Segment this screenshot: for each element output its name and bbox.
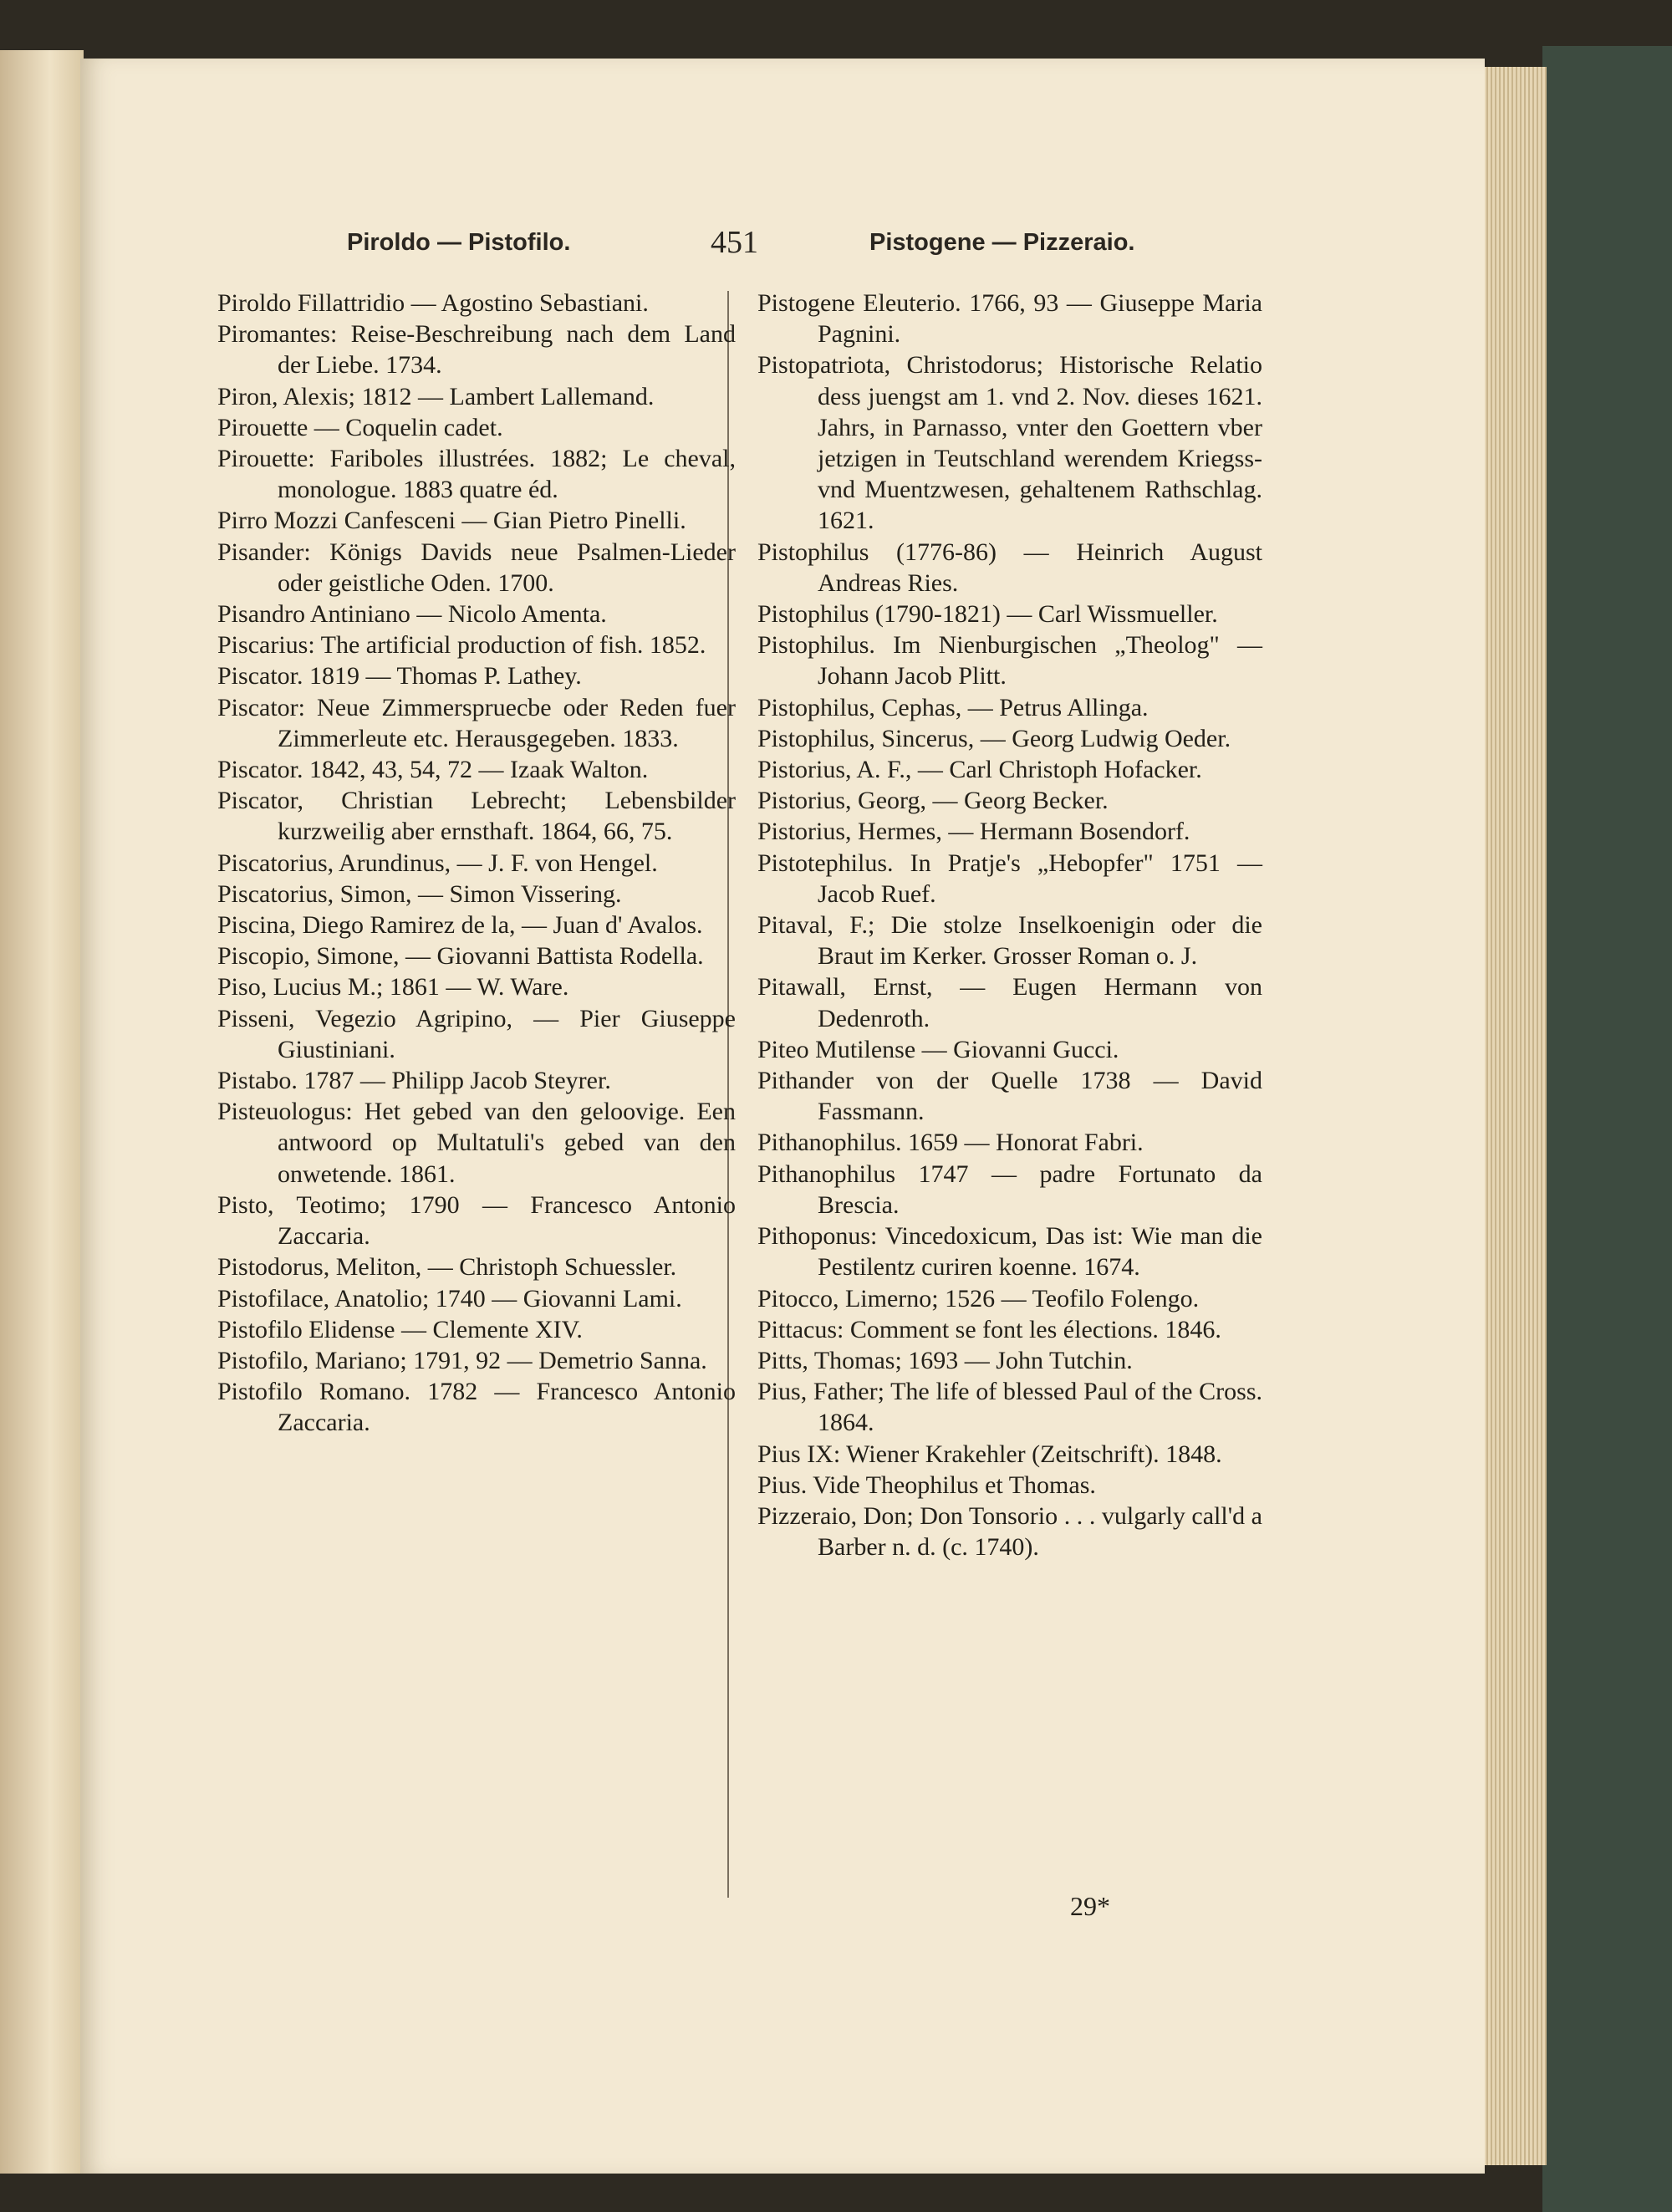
entry: Pirouette — Coquelin cadet. (217, 413, 503, 441)
entry: Piromantes: Reise-Beschreibung nach dem Land der Liebe. 1734. (217, 320, 736, 380)
entry: Pistofilo, Mariano; 1791, 92 — Demetrio Sanna. (217, 1346, 707, 1374)
entry: Pius IX: Wiener Krakehler (Zeitschrift). 1848. (757, 1440, 1222, 1468)
entry: Pistogene Eleuterio. 1766, 93 — Giuseppe Maria Pagnini. (757, 289, 1262, 349)
entry: Pistofilo Elidense — Clemente XIV. (217, 1315, 583, 1343)
entry: Pistorius, Georg, — Georg Becker. (757, 787, 1109, 815)
entry: Pitawall, Ernst, — Eugen Hermann von Dedenroth. (757, 973, 1262, 1032)
entry: Piscina, Diego Ramirez de la, — Juan d' Avalos. (217, 911, 703, 940)
entry: Pistabo. 1787 — Philipp Jacob Steyrer. (217, 1067, 611, 1095)
entry: Piscator. 1842, 43, 54, 72 — Izaak Walton. (217, 756, 649, 784)
running-head-right: Pistogene — Pizzeraio. (869, 229, 1135, 256)
running-head (167, 224, 1246, 274)
entry: Pitaval, F.; Die stolze Inselkoenigin oder die Braut im Kerker. Grosser Roman o. J. (757, 911, 1262, 971)
entry: Pittacus: Comment se font les élections. 1846. (757, 1315, 1221, 1343)
entry: Piscopio, Simone, — Giovanni Battista Rodella. (217, 942, 704, 971)
entry: Pistofilace, Anatolio; 1740 — Giovanni Lami. (217, 1284, 682, 1312)
entry: Pistorius, Hermes, — Hermann Bosendorf. (757, 818, 1190, 846)
entry: Pistophilus, Sincerus, — Georg Ludwig Oeder. (757, 724, 1231, 752)
entry: Pithanophilus 1747 — padre Fortunato da Brescia. (757, 1160, 1262, 1219)
entry: Pisander: Königs Davids neue Psalmen-Lieder oder geistliche Oden. 1700. (217, 538, 736, 597)
entry: Pithanophilus. 1659 — Honorat Fabri. (757, 1129, 1144, 1157)
entry: Pistophilus (1776-86) — Heinrich August Andreas Ries. (757, 538, 1262, 597)
entry: Pistophilus, Cephas, — Petrus Allinga. (757, 693, 1149, 721)
entry: Pistopatriota, Christodorus; Historische Relatio dess juengst am 1. vnd 2. Nov. dieses 1621. Jahrs, in Parnasso, vnter den Goettern vber jetzigen in Teutschland werendem Kriegss- vnd Muentzwesen, gehaltenem Rathschlag. 1621. (757, 351, 1262, 535)
entry: Pistophilus (1790-1821) — Carl Wissmueller. (757, 600, 1218, 629)
entry: Piscatorius, Arundinus, — J. F. von Hengel. (217, 849, 658, 877)
entry: Piscator, Christian Lebrecht; Lebensbilder kurzweilig aber ernsthaft. 1864, 66, 75. (217, 787, 736, 846)
page-number: 451 (711, 225, 758, 260)
entry: Piso, Lucius M.; 1861 — W. Ware. (217, 973, 569, 1002)
entry: Pirouette: Fariboles illustrées. 1882; Le cheval, monologue. 1883 quatre éd. (217, 445, 736, 504)
entry: Pisto, Teotimo; 1790 — Francesco Antonio Zaccaria. (217, 1190, 736, 1251)
book-cover (1542, 46, 1672, 2212)
entry: Pithander von der Quelle 1738 — David Fassmann. (757, 1067, 1262, 1126)
entry: Piscator: Neue Zimmerspruecbe oder Reden fuer Zimmerleute etc. Herausgegeben. 1833. (217, 693, 736, 752)
entry: Pirro Mozzi Canfesceni — Gian Pietro Pinelli. (217, 507, 686, 535)
entry: Pistofilo Romano. 1782 — Francesco Antonio Zaccaria. (217, 1378, 736, 1437)
entry: Piscatorius, Simon, — Simon Vissering. (217, 879, 622, 908)
left-column (217, 288, 736, 1439)
entry: Pistophilus. Im Nienburgischen „Theolog" — Johann Jacob Plitt. (757, 631, 1262, 691)
entry: Piroldo Fillattridio — Agostino Sebastiani. (217, 289, 649, 317)
entry: Pistorius, A. F., — Carl Christoph Hofacker. (757, 756, 1202, 784)
entry: Pistodorus, Meliton, — Christoph Schuessler. (217, 1253, 677, 1282)
entry: Piron, Alexis; 1812 — Lambert Lallemand. (217, 382, 655, 410)
entry: Pitocco, Limerno; 1526 — Teofilo Folengo. (757, 1284, 1200, 1312)
entry: Piscarius: The artificial production of fish. 1852. (217, 631, 706, 660)
entry: Piteo Mutilense — Giovanni Gucci. (757, 1035, 1119, 1063)
right-column (757, 288, 1262, 1562)
entry: Pisandro Antiniano — Nicolo Amenta. (217, 600, 607, 629)
entry: Pius. Vide Theophilus et Thomas. (757, 1470, 1096, 1499)
entry: Pistotephilus. In Pratje's „Hebopfer" 1751 — Jacob Ruef. (757, 849, 1262, 908)
previous-page-edge (0, 50, 84, 2174)
entry: Pithoponus: Vincedoxicum, Das ist: Wie man die Pestilentz curiren koenne. 1674. (757, 1222, 1262, 1282)
entry: Pizzeraio, Don; Don Tonsorio . . . vulgarly call'd a Barber n. d. (c. 1740). (757, 1501, 1262, 1562)
entry: Pius, Father; The life of blessed Paul of the Cross. 1864. (757, 1378, 1262, 1437)
entry: Pisteuologus: Het gebed van den geloovige. Een antwoord op Multatuli's gebed van den onwetende. 1861. (217, 1098, 736, 1188)
signature-mark: 29* (1070, 1891, 1110, 1921)
running-head-left: Piroldo — Pistofilo. (347, 229, 571, 256)
entry: Pisseni, Vegezio Agripino, — Pier Giuseppe Giustiniani. (217, 1004, 736, 1063)
entry: Pitts, Thomas; 1693 — John Tutchin. (757, 1346, 1133, 1374)
entry: Piscator. 1819 — Thomas P. Lathey. (217, 662, 582, 691)
